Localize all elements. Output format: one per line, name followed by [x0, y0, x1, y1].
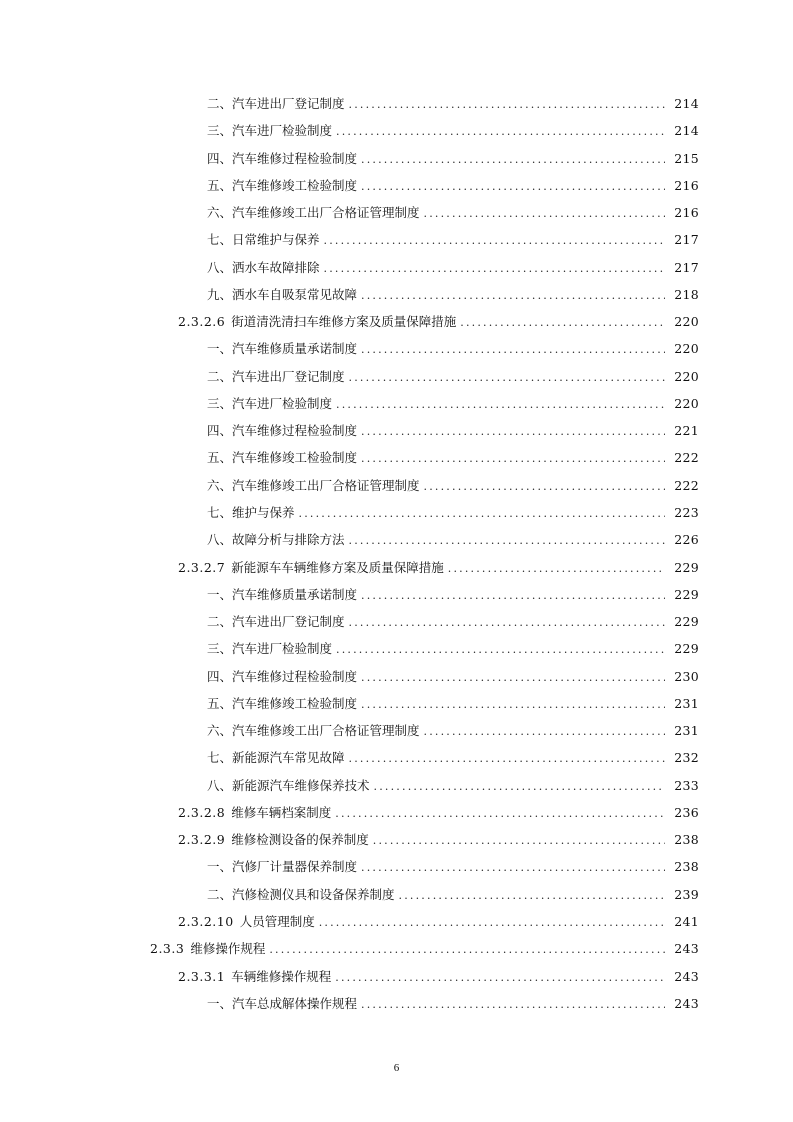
- toc-entry-text: [178, 831, 669, 849]
- toc-entry-title: 维修操作规程: [190, 941, 266, 957]
- toc-entry[interactable]: [0, 690, 793, 717]
- toc-entry-text: [207, 422, 669, 440]
- toc-entry-text: [207, 449, 669, 467]
- toc-page-number: 233: [674, 777, 699, 793]
- toc-entry[interactable]: [0, 608, 793, 635]
- dot-leader: [361, 151, 665, 168]
- toc-entry-title: 四、汽车维修过程检验制度: [207, 668, 358, 684]
- toc-entry-title: 新能源车车辆维修方案及质量保障措施: [231, 559, 444, 575]
- dot-leader: [361, 996, 665, 1013]
- toc-entry-title: 七、日常维护与保养: [207, 232, 320, 248]
- toc-entry-text: [207, 259, 669, 277]
- toc-entry-title: 三、汽车进厂检验制度: [207, 395, 333, 411]
- toc-entry-title: 一、汽车维修质量承诺制度: [207, 586, 358, 602]
- toc-entry-text: [178, 559, 669, 577]
- dot-leader: [336, 641, 665, 658]
- toc-entry-text: [178, 313, 669, 331]
- toc-entry[interactable]: [0, 744, 793, 771]
- dot-leader: [319, 914, 665, 931]
- toc-page-number: 216: [674, 205, 699, 221]
- toc-entry[interactable]: [0, 935, 793, 962]
- toc-entry-text: [178, 968, 669, 986]
- toc-entry[interactable]: [0, 554, 793, 581]
- toc-entry[interactable]: [0, 117, 793, 144]
- toc-section-number: 2.3.3: [150, 941, 185, 957]
- toc-entry-text: [207, 477, 669, 495]
- toc-entry[interactable]: [0, 390, 793, 417]
- toc-entry-title: 人员管理制度: [239, 913, 315, 929]
- dot-leader: [361, 859, 665, 876]
- dot-leader: [448, 560, 665, 577]
- toc-entry-text: [178, 913, 669, 931]
- toc-entry-text: [207, 695, 669, 713]
- toc-entry[interactable]: [0, 444, 793, 471]
- toc-entry-text: [207, 286, 669, 304]
- toc-entry[interactable]: [0, 826, 793, 853]
- toc-entry-title: 八、故障分析与排除方法: [207, 532, 345, 548]
- dot-leader: [361, 669, 665, 686]
- toc-entry[interactable]: [0, 226, 793, 253]
- dot-leader: [460, 314, 665, 331]
- toc-entry-title: 街道清洗清扫车维修方案及质量保障措施: [231, 314, 457, 330]
- dot-leader: [361, 423, 665, 440]
- toc-entry-text: [178, 804, 669, 822]
- toc-entry[interactable]: [0, 472, 793, 499]
- toc-page-number: 243: [674, 968, 699, 984]
- toc-entry-title: 五、汽车维修竣工检验制度: [207, 450, 358, 466]
- toc-entry[interactable]: [0, 499, 793, 526]
- toc-entry-text: [150, 940, 669, 958]
- toc-section-number: 2.3.3.1: [178, 968, 226, 984]
- toc-section-number: 2.3.2.7: [178, 559, 226, 575]
- dot-leader: [324, 260, 665, 277]
- toc-entry[interactable]: [0, 254, 793, 281]
- toc-entry-title: 三、汽车进厂检验制度: [207, 123, 333, 139]
- toc-page-number: 243: [674, 941, 699, 957]
- page-number: 6: [393, 1062, 400, 1074]
- toc-entry-title: 六、汽车维修竣工出厂合格证管理制度: [207, 477, 420, 493]
- toc-page-number: 217: [674, 232, 699, 248]
- toc-page-number: 229: [674, 586, 699, 602]
- toc-page-number: 230: [674, 668, 699, 684]
- toc-page-number: 220: [674, 395, 699, 411]
- toc-entry-text: [207, 122, 669, 140]
- dot-leader: [361, 287, 665, 304]
- toc-entry-text: [207, 204, 669, 222]
- toc-entry[interactable]: [0, 663, 793, 690]
- dot-leader: [374, 778, 665, 795]
- dot-leader: [335, 969, 665, 986]
- toc-section-number: 2.3.2.6: [178, 314, 226, 330]
- dot-leader: [361, 696, 665, 713]
- dot-leader: [424, 723, 665, 740]
- toc-page-number: 229: [674, 641, 699, 657]
- toc-page-number: 215: [674, 150, 699, 166]
- toc-entry[interactable]: [0, 908, 793, 935]
- toc-entry[interactable]: [0, 172, 793, 199]
- toc-entry[interactable]: [0, 199, 793, 226]
- toc-entry-title: 五、汽车维修竣工检验制度: [207, 695, 358, 711]
- toc-entry-title: 三、汽车进厂检验制度: [207, 641, 333, 657]
- dot-leader: [424, 205, 665, 222]
- toc-entry-title: 四、汽车维修过程检验制度: [207, 150, 358, 166]
- dot-leader: [335, 805, 665, 822]
- toc-page-number: 229: [674, 559, 699, 575]
- dot-leader: [373, 832, 665, 849]
- toc-entry-text: [207, 231, 669, 249]
- toc-entry[interactable]: [0, 308, 793, 335]
- toc-page-number: 217: [674, 259, 699, 275]
- dot-leader: [324, 232, 665, 249]
- toc-page-number: 216: [674, 177, 699, 193]
- toc-page-number: 232: [674, 750, 699, 766]
- toc-entry-text: [207, 722, 669, 740]
- toc-entry-text: [207, 858, 669, 876]
- toc-page-number: 214: [674, 96, 699, 111]
- toc-entry-title: 一、汽修厂计量器保养制度: [207, 859, 358, 875]
- toc-entry-title: 九、洒水车自吸泵常见故障: [207, 286, 358, 302]
- toc-entry-title: 二、汽修检测仪具和设备保养制度: [207, 886, 395, 902]
- toc-entry[interactable]: [0, 335, 793, 362]
- toc-entry[interactable]: [0, 717, 793, 744]
- dot-leader: [349, 750, 665, 767]
- toc-entry-title: 七、维护与保养: [207, 504, 295, 520]
- toc-page-number: 236: [674, 804, 699, 820]
- dot-leader: [299, 505, 665, 522]
- toc-page-number: 226: [674, 532, 699, 548]
- toc-entry-text: [207, 613, 669, 631]
- dot-leader: [269, 941, 665, 958]
- toc-page-number: 220: [674, 368, 699, 384]
- toc-entry-title: 维修检测设备的保养制度: [231, 832, 369, 848]
- dot-leader: [349, 369, 665, 386]
- toc-page-number: 239: [674, 886, 699, 902]
- toc-entry[interactable]: [0, 417, 793, 444]
- toc-entry[interactable]: [0, 581, 793, 608]
- dot-leader: [336, 396, 665, 413]
- toc-entry-text: [207, 586, 669, 604]
- toc-entry[interactable]: [0, 853, 793, 880]
- toc-section-number: 2.3.2.8: [178, 804, 226, 820]
- toc-page-number: 222: [674, 450, 699, 466]
- dot-leader: [361, 450, 665, 467]
- toc-entry-title: 车辆维修操作规程: [231, 968, 332, 984]
- toc-page-number: 223: [674, 504, 699, 520]
- toc-entry-title: 六、汽车维修竣工出厂合格证管理制度: [207, 723, 420, 739]
- toc-page-number: 231: [674, 723, 699, 739]
- toc-page-number: 238: [674, 832, 699, 848]
- toc-entry[interactable]: [0, 90, 793, 117]
- toc-entry-title: 一、汽车总成解体操作规程: [207, 995, 358, 1011]
- toc-entry-title: 八、洒水车故障排除: [207, 259, 320, 275]
- toc-entry-text: [207, 150, 669, 168]
- toc-entry[interactable]: [0, 363, 793, 390]
- toc-entry-title: 八、新能源汽车维修保养技术: [207, 777, 370, 793]
- toc-entry-text: [207, 995, 669, 1013]
- toc-entry-text: [207, 668, 669, 686]
- toc-entry-title: 维修车辆档案制度: [231, 804, 332, 820]
- toc-entry[interactable]: [0, 990, 793, 1017]
- toc-entry-title: 四、汽车维修过程检验制度: [207, 423, 358, 439]
- toc-page-number: 229: [674, 614, 699, 630]
- toc-entry-title: 五、汽车维修竣工检验制度: [207, 177, 358, 193]
- toc-entry-title: 二、汽车进出厂登记制度: [207, 614, 345, 630]
- toc-entry[interactable]: [0, 881, 793, 908]
- dot-leader: [361, 341, 665, 358]
- toc-page-number: 222: [674, 477, 699, 493]
- dot-leader: [349, 96, 665, 113]
- dot-leader: [336, 123, 665, 140]
- toc-page-number: 221: [674, 423, 699, 439]
- toc-entry[interactable]: [0, 526, 793, 553]
- toc-entry-text: [207, 886, 669, 904]
- toc-entry[interactable]: [0, 635, 793, 662]
- toc-entry-text: [207, 504, 669, 522]
- toc-page-number: 238: [674, 859, 699, 875]
- toc-entry[interactable]: [0, 772, 793, 799]
- dot-leader: [361, 587, 665, 604]
- toc-entry-title: 七、新能源汽车常见故障: [207, 750, 345, 766]
- dot-leader: [424, 478, 665, 495]
- toc-entry-text: [207, 640, 669, 658]
- toc-page-number: 220: [674, 341, 699, 357]
- toc-page-number: 243: [674, 995, 699, 1011]
- toc-page-number: 241: [674, 913, 699, 929]
- toc-entry[interactable]: [0, 145, 793, 172]
- toc-entry-text: [207, 95, 669, 113]
- toc-entry-text: [207, 395, 669, 413]
- toc-entry-title: 六、汽车维修竣工出厂合格证管理制度: [207, 205, 420, 221]
- toc-section-number: 2.3.2.10: [178, 913, 234, 929]
- toc-entry-text: [207, 531, 669, 549]
- dot-leader: [361, 178, 665, 195]
- toc-page-number: 214: [674, 123, 699, 139]
- dot-leader: [349, 532, 665, 549]
- toc-entry-title: 二、汽车进出厂登记制度: [207, 368, 345, 384]
- toc-entry-title: 一、汽车维修质量承诺制度: [207, 341, 358, 357]
- toc-entry-text: [207, 340, 669, 358]
- toc-entry-title: 二、汽车进出厂登记制度: [207, 96, 345, 111]
- table-of-contents: [0, 90, 793, 1017]
- toc-page-number: 220: [674, 314, 699, 330]
- toc-entry-text: [207, 368, 669, 386]
- toc-entry-text: [207, 177, 669, 195]
- toc-entry[interactable]: [0, 963, 793, 990]
- toc-page-number: 231: [674, 695, 699, 711]
- toc-page-number: 218: [674, 286, 699, 302]
- toc-entry[interactable]: [0, 799, 793, 826]
- dot-leader: [349, 614, 665, 631]
- dot-leader: [399, 887, 665, 904]
- toc-entry-text: [207, 777, 669, 795]
- toc-entry-text: [207, 749, 669, 767]
- toc-section-number: 2.3.2.9: [178, 832, 226, 848]
- toc-entry[interactable]: [0, 281, 793, 308]
